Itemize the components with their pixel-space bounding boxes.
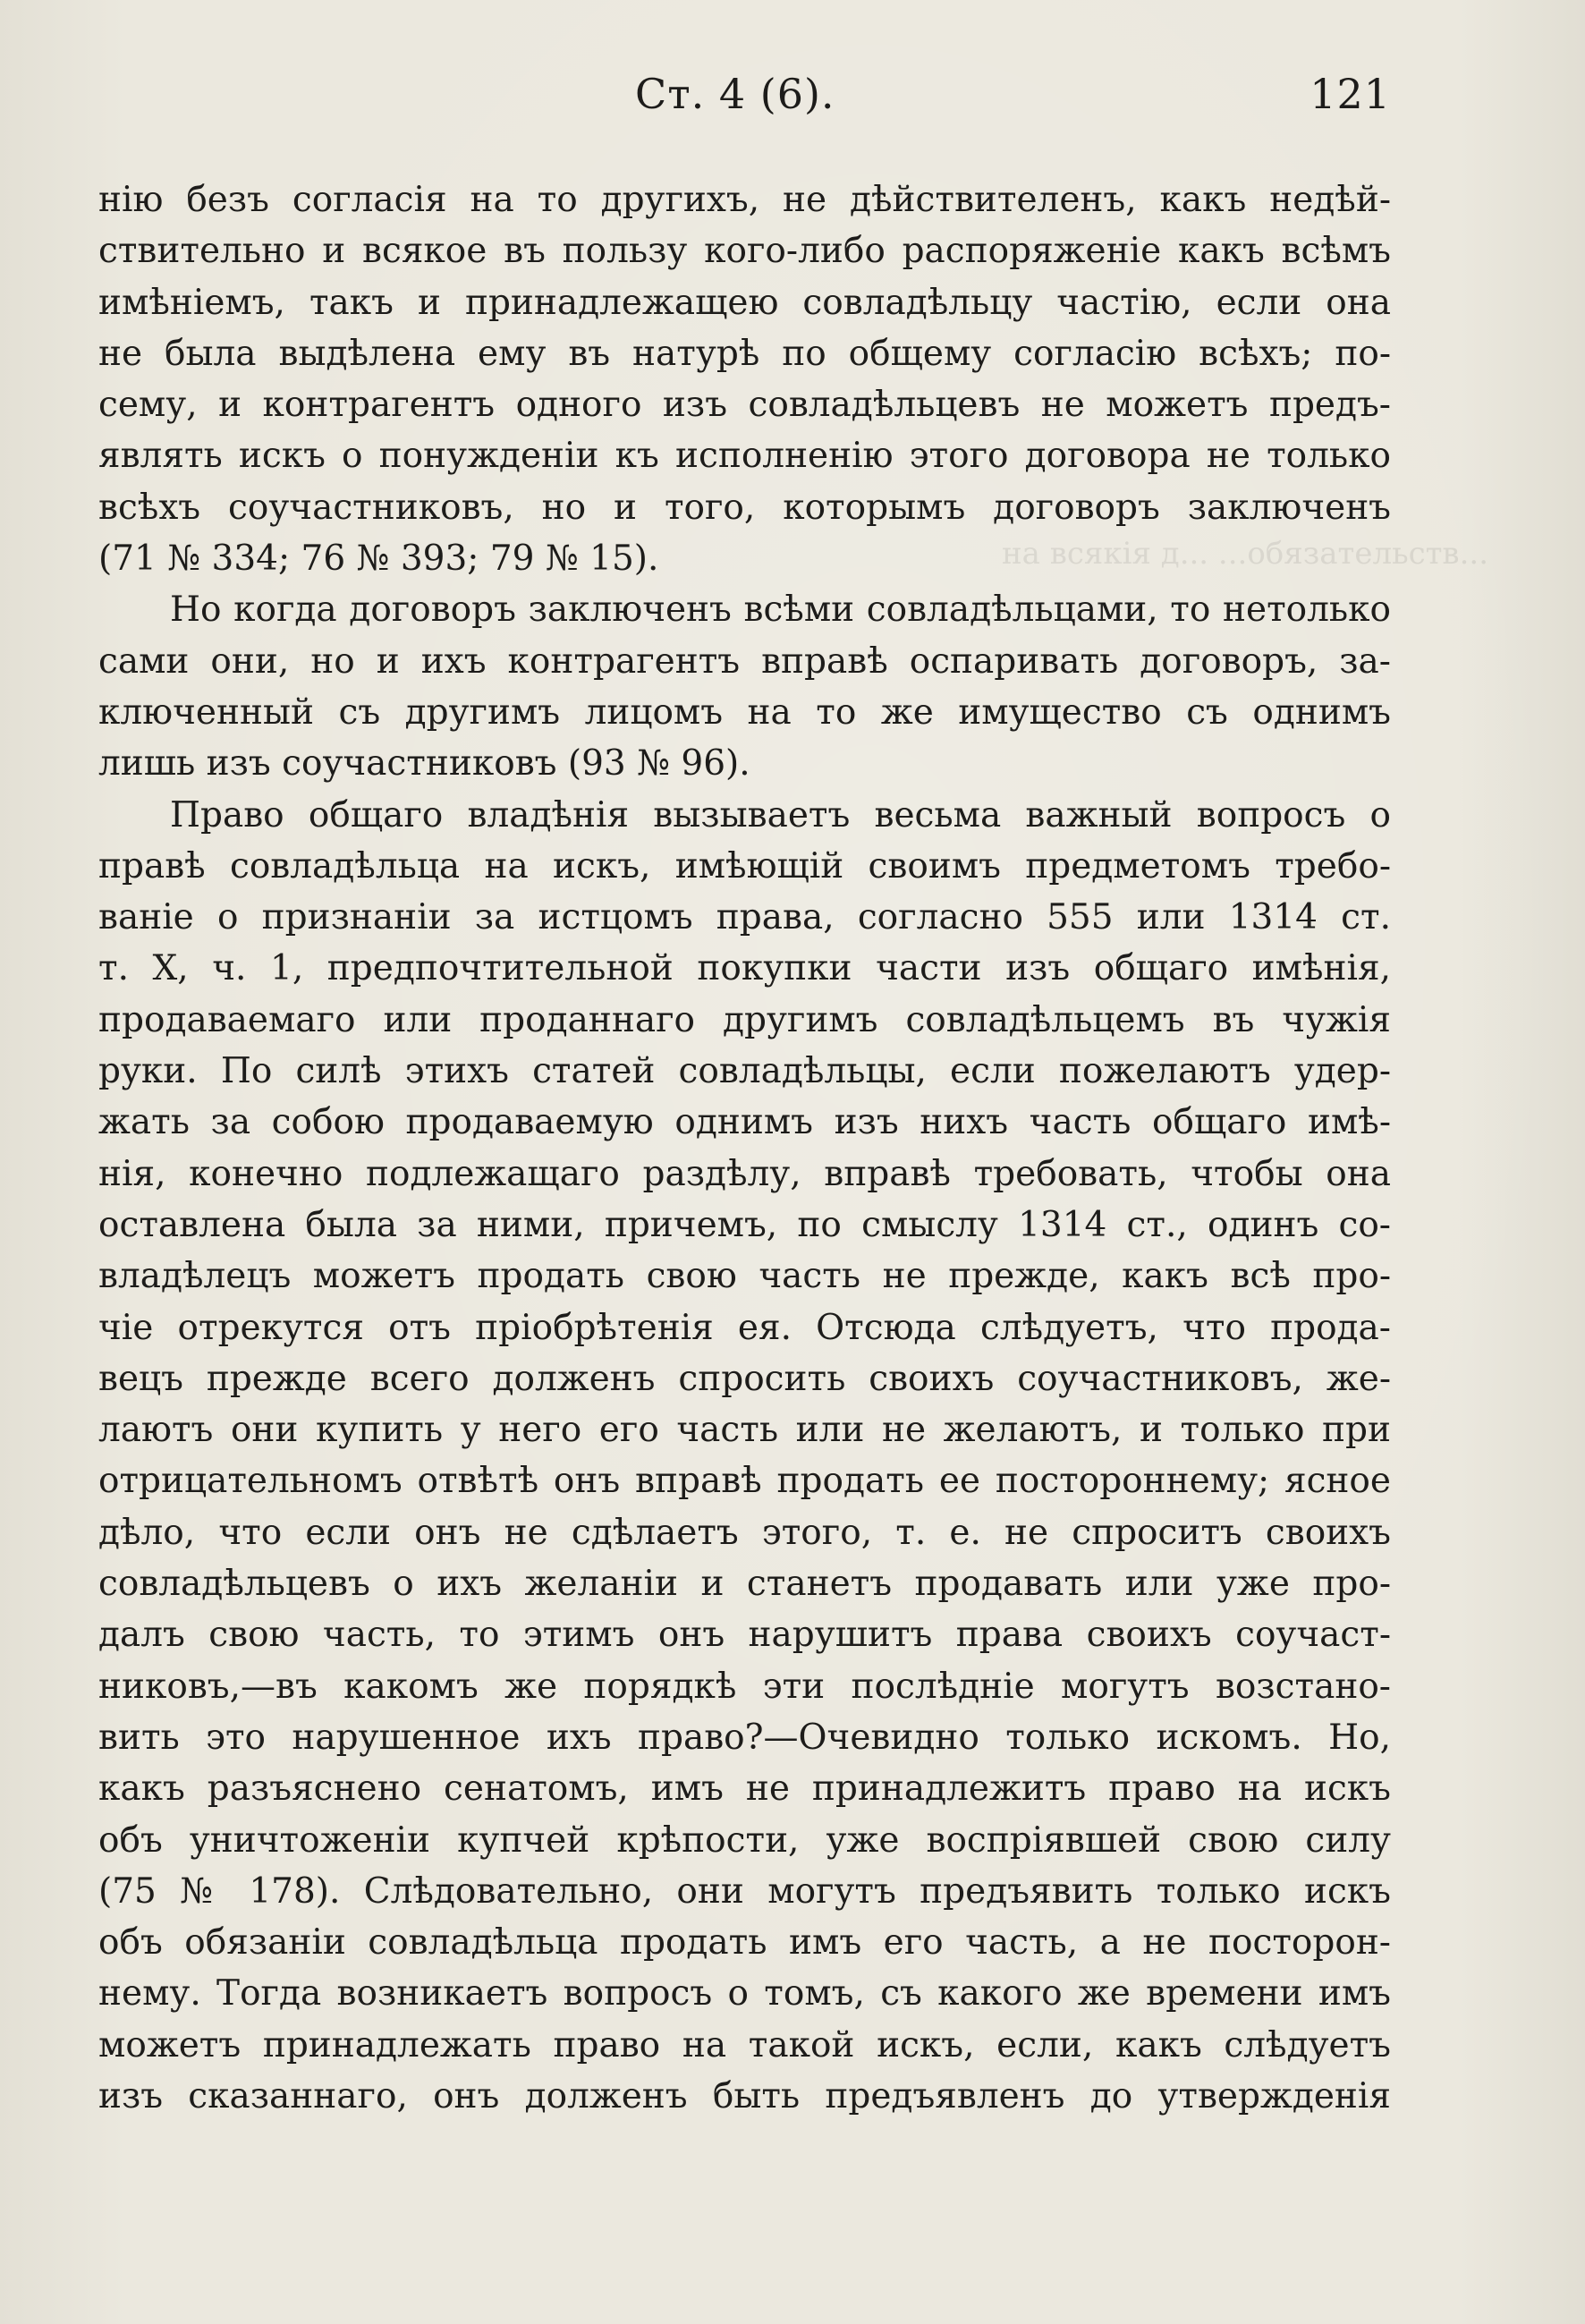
text-line: нію безъ согласія на то другихъ, не дѣйствителенъ, какъ недѣй- [98, 180, 1391, 220]
text-line: какъ разъяснено сенатомъ, имъ не принадлежитъ право на искъ [98, 1768, 1391, 1810]
text-line: являть искъ о понужденіи къ исполненію этого договора не только [98, 436, 1391, 477]
text-line: вецъ прежде всего долженъ спросить своихъ соучастниковъ, же- [98, 1358, 1391, 1399]
text-line: т. X, ч. 1, предпочтительной покупки части изъ общаго имѣнія, [98, 948, 1391, 989]
text-line: ствительно и всякое въ пользу кого-либо распоряженіе какъ всѣмъ [98, 231, 1391, 272]
bleed-through-text: на всякія д... ...обязательств... [1002, 536, 1488, 572]
text-line: дѣло, что если онъ не сдѣлаетъ этого, т. е. не спроситъ своихъ [98, 1512, 1391, 1553]
text-line: ваніе о признаніи за истцомъ права, согласно 555 или 1314 ст. [98, 897, 1391, 938]
text-line: объ обязаніи совладѣльца продать имъ его часть, а не посторон- [98, 1922, 1391, 1964]
text-line: лишь изъ соучастниковъ (93 № 96). [98, 743, 750, 785]
text-line: чіе отрекутся отъ пріобрѣтенія ея. Отсюда слѣдуетъ, что прода- [98, 1307, 1391, 1348]
text-line: отрицательномъ отвѣтѣ онъ вправѣ продать ее постороннему; ясное [98, 1461, 1391, 1502]
text-line: оставлена была за ними, причемъ, по смыслу 1314 ст., одинъ со- [98, 1204, 1391, 1245]
text-line: продаваемаго или проданнаго другимъ совладѣльцемъ въ чужія [98, 999, 1391, 1040]
text-line: далъ свою часть, то этимъ онъ нарушитъ права своихъ соучаст- [98, 1615, 1391, 1656]
text-line: объ уничтоженіи купчей крѣпости, уже воспріявшей свою силу [98, 1819, 1391, 1861]
body-text [98, 174, 1391, 2122]
text-line: имѣніемъ, такъ и принадлежащею совладѣльцу частію, если она [98, 282, 1391, 323]
text-line: не была выдѣлена ему въ натурѣ по общему согласію всѣхъ; по- [98, 333, 1391, 374]
text-line: нія, конечно подлежащаго раздѣлу, вправѣ требовать, чтобы она [98, 1153, 1391, 1194]
text-line: лаютъ они купить у него его часть или не желаютъ, и только при [98, 1410, 1391, 1451]
text-line: Право общаго владѣнія вызываетъ весьма важный вопросъ о [170, 794, 1391, 835]
text-line: сами они, но и ихъ контрагентъ вправѣ оспаривать договоръ, за- [98, 640, 1391, 682]
page-number: 121 [1310, 70, 1391, 118]
text-line: руки. По силѣ этихъ статей совладѣльцы, если пожелаютъ удер- [98, 1051, 1391, 1092]
text-line: можетъ принадлежать право на такой искъ, если, какъ слѣдуетъ [98, 2024, 1391, 2065]
text-line: никовъ,—въ какомъ же порядкѣ эти послѣдніе могутъ возстано- [98, 1666, 1391, 1707]
text-line: Но когда договоръ заключенъ всѣми совладѣльцами, то нетолько [170, 589, 1391, 631]
running-head: Ст. 4 (6). [635, 70, 835, 118]
text-line: владѣлецъ можетъ продать свою часть не прежде, какъ всѣ про- [98, 1256, 1391, 1297]
text-line: сему, и контрагентъ одного изъ совладѣльцевъ не можетъ предъ- [98, 385, 1391, 426]
text-line: нему. Тогда возникаетъ вопросъ о томъ, съ какого же времени имъ [98, 1973, 1391, 2014]
text-line: правѣ совладѣльца на искъ, имѣющій своимъ предметомъ требо- [98, 845, 1391, 886]
text-line: ключенный съ другимъ лицомъ на то же имущество съ однимъ [98, 691, 1391, 733]
text-line: всѣхъ соучастниковъ, но и того, которымъ договоръ заключенъ [98, 487, 1391, 528]
text-line: (71 № 334; 76 № 393; 79 № 15). [98, 539, 659, 580]
text-line: изъ сказаннаго, онъ долженъ быть предъявленъ до утвержденія [98, 2075, 1391, 2116]
text-line: вить это нарушенное ихъ право?—Очевидно только искомъ. Но, [98, 1717, 1391, 1758]
text-line: жать за собою продаваемую однимъ изъ нихъ часть общаго имѣ- [98, 1102, 1391, 1143]
text-line: совладѣльцевъ о ихъ желаніи и станетъ продавать или уже про- [98, 1564, 1391, 1605]
page-header [98, 70, 1391, 132]
text-line: (75 № 178). Слѣдовательно, они могутъ предъявить только искъ [98, 1870, 1391, 1912]
